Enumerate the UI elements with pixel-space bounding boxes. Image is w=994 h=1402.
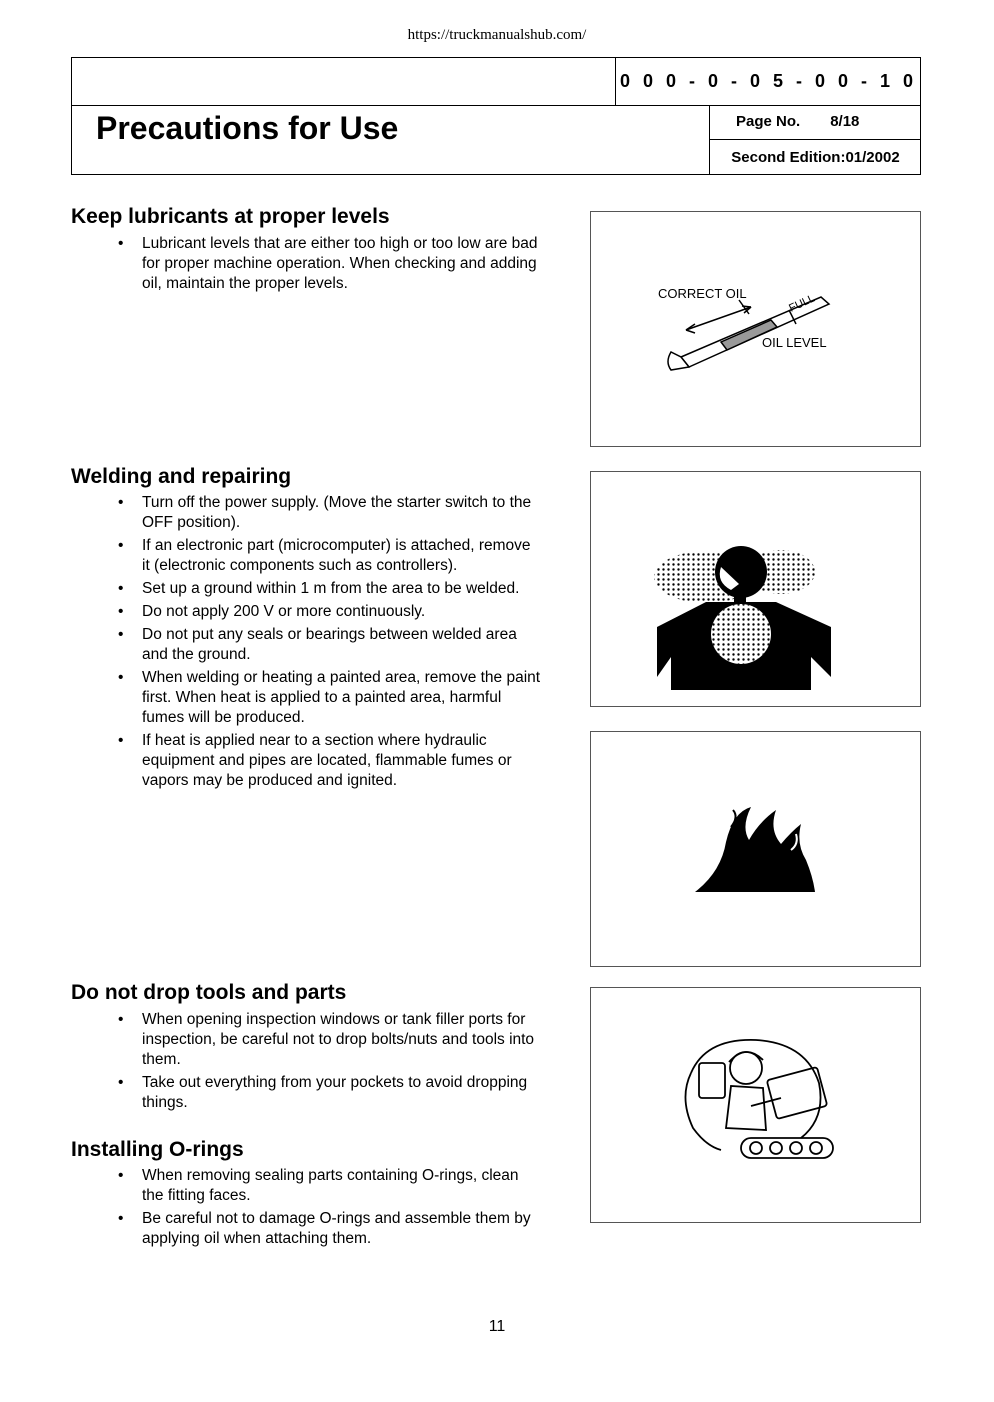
lubricants-list (142, 234, 542, 297)
figure-dipstick (590, 211, 921, 447)
tools-list (142, 1010, 542, 1116)
figure-operator (590, 987, 921, 1223)
section-title-lubricants: Keep lubricants at proper levels (71, 205, 390, 228)
list-item: • Set up a ground within 1 m from the area to be welded. (142, 579, 542, 599)
orings-list (142, 1166, 542, 1252)
document-number: 0 0 0 - 0 - 0 5 - 0 0 - 1 0 (615, 58, 921, 106)
list-item: • When opening inspection windows or tank filler ports for inspection, be careful not to drop bolts/nuts and tools into them. (142, 1010, 542, 1070)
figure-fumes (590, 471, 921, 707)
toxic-fumes-icon (591, 472, 922, 708)
section-title-orings: Installing O-rings (71, 1138, 244, 1161)
flame-icon (591, 732, 922, 968)
oil-level-label: OIL LEVEL (762, 335, 827, 350)
operator-inspection-icon (591, 988, 922, 1224)
figure-fire (590, 731, 921, 967)
list-item: • Be careful not to damage O-rings and assemble them by applying oil when attaching them. (142, 1209, 542, 1249)
header-divider (72, 105, 615, 106)
list-item: • Take out everything from your pockets to avoid dropping things. (142, 1073, 542, 1113)
list-item: • When welding or heating a painted area, remove the paint first. When heat is applied to a painted area, harmful fumes will be produced. (142, 668, 542, 728)
welding-list (142, 493, 542, 794)
page-title: Precautions for Use (96, 110, 399, 146)
dipstick-icon (591, 212, 922, 448)
section-title-tools: Do not drop tools and parts (71, 981, 347, 1004)
document-header (71, 57, 921, 175)
list-item: • Turn off the power supply. (Move the starter switch to the OFF position). (142, 493, 542, 533)
full-mark: FULL (787, 292, 817, 315)
list-item: • Do not apply 200 V or more continuously. (142, 602, 542, 622)
page-value: 8/18 (830, 113, 860, 130)
page-number-row (710, 105, 921, 140)
page-label: Page No. (736, 113, 801, 130)
page-number: 11 (488, 1318, 506, 1335)
list-item: • Do not put any seals or bearings between welded area and the ground. (142, 625, 542, 665)
source-url: https://truckmanualshub.com/ (407, 27, 587, 43)
edition: Second Edition:01/2002 (731, 149, 900, 166)
list-item: • Lubricant levels that are either too high or too low are bad for proper machine operation. When checking and adding oil, maintain the proper levels. (142, 234, 542, 294)
header-meta (709, 105, 921, 175)
correct-oil-label: CORRECT OIL (658, 286, 747, 301)
list-item: • If an electronic part (microcomputer) is attached, remove it (electronic components such as controllers). (142, 536, 542, 576)
list-item: • If heat is applied near to a section where hydraulic equipment and pipes are located, flammable fumes or vapors may be produced and ignited. (142, 731, 542, 791)
list-item: • When removing sealing parts containing O-rings, clean the fitting faces. (142, 1166, 542, 1206)
section-title-welding: Welding and repairing (71, 465, 292, 488)
